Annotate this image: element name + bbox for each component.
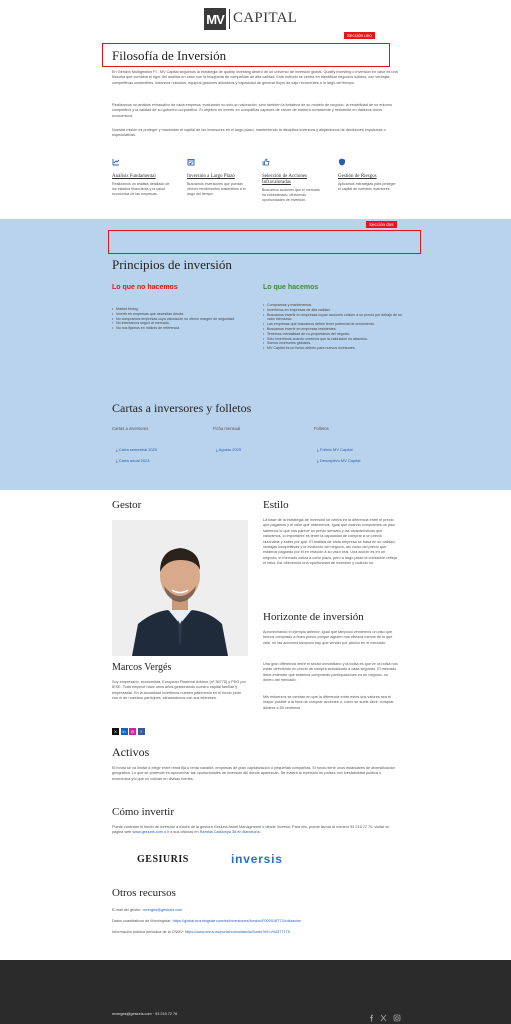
como-text: Puede contratar el fondo de inversión a través de la gestora Gesiuris Asset Management o desde Inversis. Para ello, puede llamar al número 93 215 72 70, visitar su página web www.gesiuris.com o ir a sus oficinas en Rambla Catalunya 38 en Barcelona.	[112, 825, 390, 835]
cartas-col3-head: Folletos	[314, 426, 329, 431]
gestor-title: Gestor	[112, 499, 142, 511]
download-icon: ⤓	[317, 458, 320, 463]
facebook-icon[interactable]: f	[138, 728, 145, 735]
activos-text: El fondo se va limitar a elegir entre renta fija o renta variable, empresas de gran capitalización o pequeñas compañías. El fondo tiene unos estándares de diversificación geográfica. Lo que se pretende es aprovechar las oportunidades de inversión allí donde aparezcan. Se evitará la inversión en países con inestabilidad política o económica y/o que no cotizan en divisas fuertes.	[112, 766, 396, 781]
feature-text: Aplicamos estrategias para proteger el capital de nuestros inversores.	[338, 182, 396, 191]
principios-section	[0, 219, 511, 490]
list-item: • Somos inversores globales.	[263, 341, 403, 346]
filosofia-p3: Nuestra misión es proteger y maximizar el capital de los inversores en el largo plazo, manteniendo la disciplina inversora y alejándonos de decisiones impulsivas o especulativas.	[112, 128, 386, 138]
horizonte-p1: Aprovechando el ejemplo anterior, igual que tampoco vendemos un piso que hemos comprado a buen precio porque alguien nos ofrezca menos de lo que vale, en las acciones tampoco hay que vender por pánico en el mercado.	[263, 630, 393, 645]
list-item: • No nos fijamos en índices de referencia.	[112, 326, 252, 331]
download-link[interactable]: ⤓ Carta semestral 2025	[116, 447, 158, 452]
download-link[interactable]: ⤓ Agosto 2025	[216, 447, 242, 452]
no-hacemos-heading: Lo que no hacemos	[112, 284, 178, 291]
logo-mark[interactable]: MV	[204, 8, 226, 30]
list-item: • Invertir en empresas que necesitan deuda.	[112, 312, 252, 317]
download-icon: ⤓	[317, 447, 320, 452]
facebook-icon	[370, 1015, 373, 1022]
logo-wordmark[interactable]: CAPITAL	[233, 10, 298, 26]
gestor-name: Marcos Vergés	[112, 662, 172, 673]
gestor-bio: Soy empresario, economista, European Financial Advisor (nº 36775) y PDG por IESE. Todo empecé hace unos años gestionando nuestro capital familiar y empresarial. En la actualidad invertimos nuestro patrimonio en el fondo junto con el de nuestros partícipes, alineándonos con sus intereses.	[112, 680, 246, 701]
list-item: • Market timing.	[112, 307, 252, 312]
download-icon: ⤓	[116, 447, 119, 452]
gesiuris-logo[interactable]: GESIURIS	[137, 854, 189, 865]
seccion-dos-box	[108, 230, 421, 254]
hacemos-heading: Lo que hacemos	[263, 284, 319, 291]
person-photo-icon	[112, 520, 248, 656]
list-item: • Buscamos invertir en empresas cuyas acciones coticen a un precio por debajo de su valor intrínseco.	[263, 313, 403, 323]
no-hacemos-list	[112, 307, 252, 331]
morningstar-link[interactable]: https://global.morningstar.com/es/inversiones/fondos/F000016T7J/cotizacion	[172, 919, 302, 923]
linkedin-icon[interactable]: in	[122, 729, 126, 734]
feature-text: Buscamos inversiones que puedan ofrecer rendimientos sostenibles a lo largo del tiempo.	[187, 182, 246, 196]
download-icon: ⤓	[216, 447, 219, 452]
activos-title: Activos	[112, 745, 150, 759]
feature-title[interactable]: Selección de Acciones Infravaloradas	[262, 174, 307, 185]
list-item: • Invertimos en empresas de alta calidad.	[263, 308, 403, 313]
cnmv-link[interactable]: https://www.cnmv.es/portal/consultas/iic/fondo?nif=V44377175	[184, 930, 290, 934]
calendar-icon	[187, 158, 195, 166]
logo-separator	[229, 9, 230, 29]
instagram-icon[interactable]: ◎	[130, 729, 135, 734]
estilo-title: Estilo	[263, 499, 289, 511]
principios-title: Principios de inversión	[112, 257, 232, 272]
cartas-title: Cartas a inversores y folletos	[112, 401, 252, 415]
cartas-col2-head: Ficha mensual	[213, 426, 241, 431]
chart-icon	[112, 158, 120, 166]
instagram-icon	[394, 1015, 400, 1021]
seccion-dos-tag: Sección dos	[366, 221, 397, 228]
download-link[interactable]: ⤓ Carta anual 2024	[116, 458, 150, 463]
feature-largo-plazo	[187, 158, 247, 197]
otros-row-cnmv: Información pública periódica de la CNMV: https://www.cnmv.es/portal/consultas/iic/fondo?nif=V44377175	[112, 930, 290, 934]
feature-title[interactable]: Gestión de Riesgos	[338, 174, 377, 179]
download-link[interactable]: ⤓ Descriptivo MV Capital	[317, 458, 361, 463]
gestor-social	[112, 720, 146, 738]
feature-title[interactable]: Análisis Fundamental	[112, 174, 156, 179]
estilo-text: La base de la estrategia de inversión se centra en la diferencia entre el precio que pagamos y el valor que obtenemos. Igual que cuando compramos un piso sabemos lo que nos parece un precio sensato y las características que valoramos, lo importante es tener la capacidad de comprar a un precio razonable y saber por qué. El análisis de cada empresa se basa en su calidad, ventajas competitivas y la evolución del negocio, así como del precio que estamos pagando por él en relación a su valor real. Una acción es en un negocio; el mercado cotiza a corto plazo, pero a largo plazo la cotización refleja el valor. Así ofrecemos una oportunidad de inversión y cuándo no.	[263, 518, 397, 566]
horizonte-p2: Una gran diferencia entre el sector inmobiliario y la bolsa es que en la bolsa nos están ofreciendo un precio de compra actualizado a cada segundo. El mercado debe entender que estamos comprando participaciones en un negocio, no dinero del mercado.	[263, 662, 398, 683]
footer	[0, 960, 511, 1024]
thumbs-up-icon	[262, 158, 270, 166]
filosofia-p2: Realizamos un análisis exhaustivo de cada empresa, evaluando no solo su valoración, sino también la fortaleza de su modelo de negocio, la estabilidad de su entorno competitivo y la calidad de su gobierno corporativo. El objetivo es invertir en compañías capaces de crecer de manera consistente y resistente en distintos ciclos económicos.	[112, 103, 393, 118]
email-link[interactable]: mverges@gesiuris.com	[142, 908, 183, 912]
shield-icon	[338, 158, 346, 166]
list-item: • Tenemos mentalidad de co-propietarios del negocio.	[263, 332, 403, 337]
hacemos-list	[263, 303, 403, 351]
list-item: • MV Capital es un fondo abierto para nuevos inversores.	[263, 346, 403, 351]
gesiuris-link[interactable]: www.gesiuris.com	[132, 830, 163, 835]
download-icon: ⤓	[116, 458, 119, 463]
feature-riesgos	[338, 158, 398, 192]
otros-row-morningstar: Datos cuantitativos de Morningstar: https://global.morningstar.com/es/inversiones/fondos/F000016T7J/cotizacion	[112, 919, 302, 923]
cartas-col1-head: Cartas a inversores	[112, 426, 149, 431]
download-link[interactable]: ⤓ Folleto MV Capital	[317, 447, 353, 452]
feature-title[interactable]: Inversión a Largo Plazo	[187, 174, 235, 179]
horizonte-title: Horizonte de inversión	[263, 611, 364, 623]
feature-text: Realizamos un análisis detallado de los estados financieros y la salud económica de las empresas.	[112, 182, 170, 196]
filosofia-p1: En Gestión Multigestión FI - MV Capital seguimos la estrategia de quality investing dentro de un universo de inversión global. Quality investing o inversión en valor es una filosofía que combina el rigor del análisis en valor con la búsqueda de compañías de alta calidad. Este método se centra en identificar negocios sólidos, con ventajas competitivas sostenibles, balances robustos, equipos gestores alineados y capacidad de generar flujos de caja recurrentes a lo largo del tiempo.	[112, 70, 398, 85]
list-item: • No compramos empresas cuya valoración no ofrece margen de seguridad.	[112, 317, 252, 322]
address-link[interactable]: Rambla Catalunya 38 en Barcelona.	[199, 830, 261, 835]
list-item: • Sólo invertimos cuando creemos que la valoración es atractiva.	[263, 337, 403, 342]
como-title: Cómo invertir	[112, 806, 175, 818]
horizonte-p3: Mis esfuerzos se centran en que la diferencia entre estos dos valores sea el mayor posible a la hora de comprar acciones o, como se suele decir, comprar dólares a 50 céntimos.	[263, 695, 394, 710]
feature-infravaloradas	[262, 158, 324, 203]
footer-contact[interactable]: mverges@gesiuris.com · 93 215 72 76	[112, 1012, 178, 1016]
inversis-logo[interactable]: inversis	[231, 852, 283, 866]
x-icon	[381, 1015, 386, 1021]
list-item: • Buscamos invertir en empresas resistentes.	[263, 327, 403, 332]
list-item: • Compramos y mantenemos.	[263, 303, 403, 308]
footer-social	[368, 1009, 402, 1017]
x-icon[interactable]: X	[112, 728, 119, 735]
list-item: • No intentamos seguir al mercado.	[112, 321, 252, 326]
otros-row-email: E-mail del gestor: mverges@gesiuris.com	[112, 908, 183, 912]
list-item: • Las empresas que buscamos deben tener potencial de crecimiento.	[263, 322, 403, 327]
feature-text: Buscamos acciones que el mercado ha subestimado, ofreciendo oportunidades de inversión.	[262, 188, 320, 202]
seccion-uno-tag: Sección uno	[344, 32, 375, 39]
filosofia-title: Filosofía de Inversión	[112, 48, 227, 63]
feature-analisis	[112, 158, 172, 197]
otros-title: Otros recursos	[112, 887, 176, 899]
